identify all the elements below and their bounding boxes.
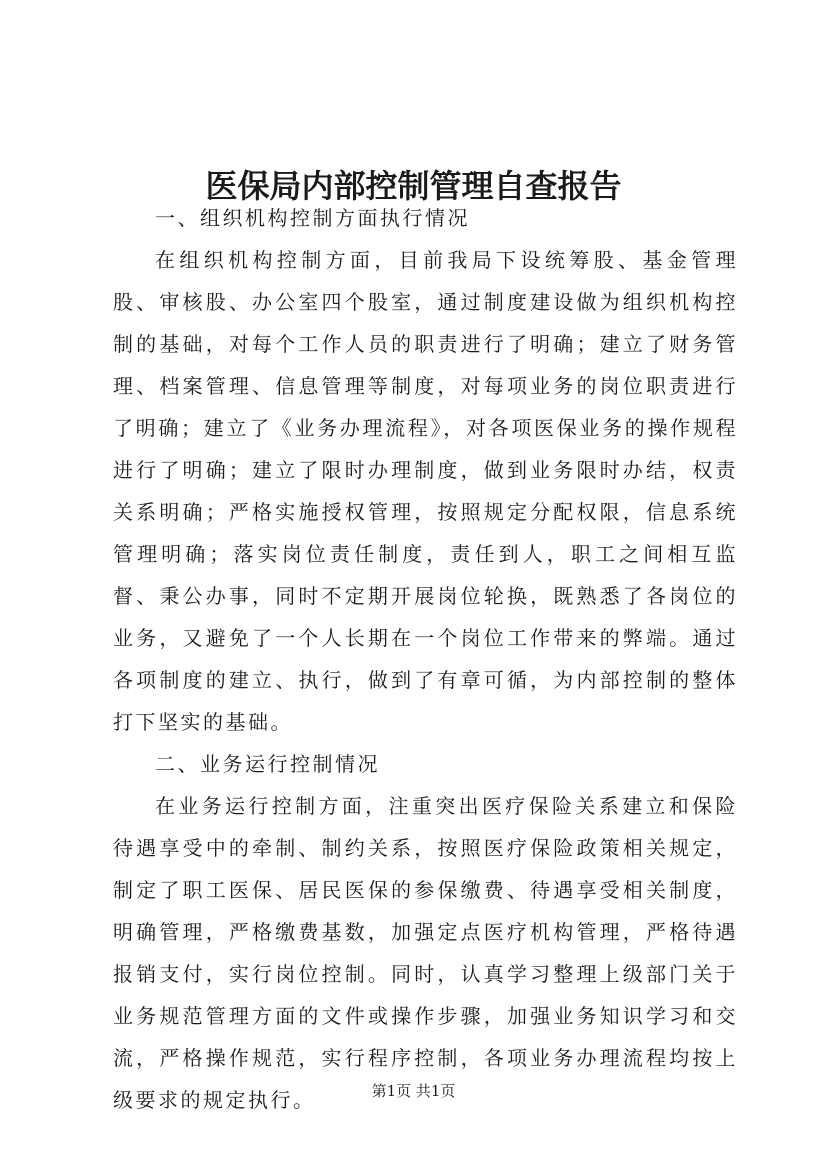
document-title: 医保局内部控制管理自查报告 [205, 167, 622, 206]
document-body [113, 197, 738, 1121]
section-heading-2: 二、业务运行控制情况 [155, 752, 380, 776]
section-paragraph-1: 在组织机构控制方面，目前我局下设统筹股、基金管理股、审核股、办公室四个股室，通过制度建设做为组织机构控制的基础，对每个工作人员的职责进行了明确；建立了财务管理、档案管理、信息管理等制度，对每项业务的岗位职责进行了明确；建立了《业务办理流程》，对各项医保业务的操作规程进行了明确；建立了限时办理制度，做到业务限时办结，权责关系明确；严格实施授权管理，按照规定分配权限，信息系统管理明确；落实岗位责任制度，责任到人，职工之间相互监督、秉公办事，同时不定期开展岗位轮换，既熟悉了各岗位的业务，又避免了一个人长期在一个岗位工作带来的弊端。通过各项制度的建立、执行，做到了有章可循，为内部控制的整体打下坚实的基础。 [113, 248, 738, 734]
section-heading-1: 一、组织机构控制方面执行情况 [155, 206, 470, 230]
page-footer: 第1页 共1页 [371, 1082, 456, 1100]
section-paragraph-2: 在业务运行控制方面，注重突出医疗保险关系建立和保险待遇享受中的牵制、制约关系，按照医疗保险政策相关规定，制定了职工医保、居民医保的参保缴费、待遇享受相关制度，明确管理，严格缴费基数，加强定点医疗机构管理，严格待遇报销支付，实行岗位控制。同时，认真学习整理上级部门关于业务规范管理方面的文件或操作步骤，加强业务知识学习和交流，严格操作规范，实行程序控制，各项业务办理流程均按上级要求的规定执行。 [113, 794, 738, 1112]
